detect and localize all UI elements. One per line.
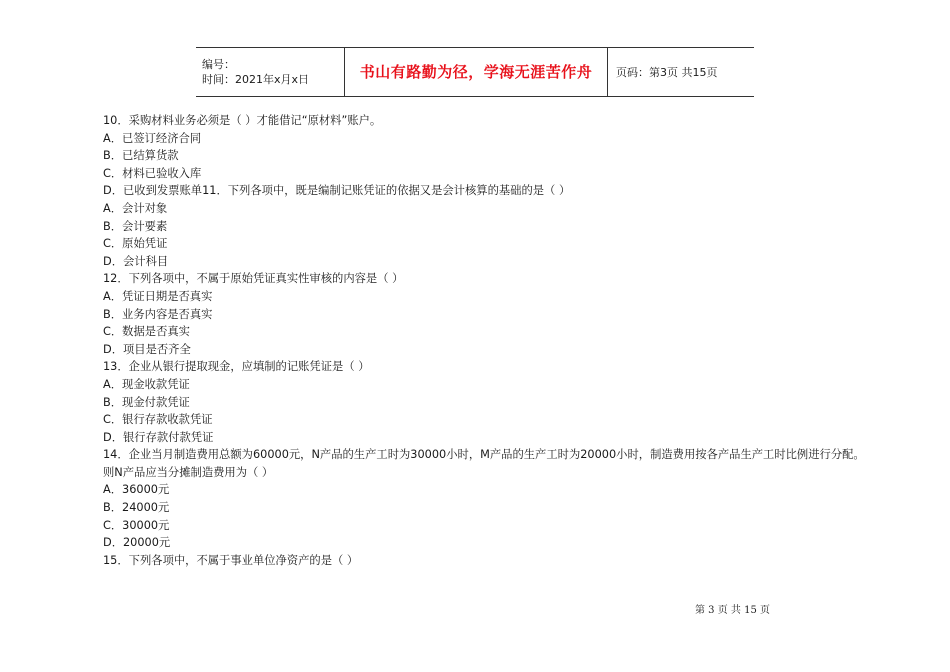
question-line: 13．企业从银行提取现金，应填制的记账凭证是（ ） <box>103 360 370 374</box>
motto-text: 书山有路勤为径，学海无涯苦作舟 <box>359 62 593 81</box>
time-label: 时间：2021年x月x日 <box>202 73 310 86</box>
question-line: C．银行存款收款凭证 <box>103 413 213 427</box>
question-line: B．会计要素 <box>103 219 168 233</box>
number-label: 编号： <box>202 58 235 71</box>
question-line: D．会计科目 <box>103 254 169 268</box>
question-line: 10．采购材料业务必须是（ ）才能借记“原材料”账户。 <box>103 114 382 127</box>
question-line: 14．企业当月制造费用总额为60000元，N产品的生产工时为30000小时，M产品的生产工时为20000小时，制造费用按各产品生产工时比例进行分配。则N产品应当分摊制造费用为（ ） <box>103 448 865 479</box>
page-code: 页码：第3页 共15页 <box>616 65 718 79</box>
question-line: A．现金收款凭证 <box>103 377 190 391</box>
question-line: C．数据是否真实 <box>103 325 190 339</box>
question-line: A．会计对象 <box>103 201 168 215</box>
question-line: 12．下列各项中，不属于原始凭证真实性审核的内容是（ ） <box>103 272 404 286</box>
question-line: D．20000元 <box>103 536 171 550</box>
question-line: B．24000元 <box>103 501 170 515</box>
page-header <box>196 47 754 97</box>
header-info-cell <box>196 48 345 96</box>
header-page-cell <box>608 48 754 96</box>
page-footer: 第 3 页 共 15 页 <box>695 605 770 616</box>
question-line: B．业务内容是否真实 <box>103 307 213 321</box>
question-line: D．项目是否齐全 <box>103 342 191 356</box>
question-line: D．已收到发票账单11．下列各项中，既是编制记账凭证的依据又是会计核算的基础的是（ ） <box>103 184 571 198</box>
question-line: A．36000元 <box>103 483 170 497</box>
question-line: D．银行存款付款凭证 <box>103 430 214 444</box>
question-line: B．现金付款凭证 <box>103 395 190 409</box>
question-line: A．已签订经济合同 <box>103 131 202 145</box>
question-line: B．已结算货款 <box>103 149 179 163</box>
question-line: C．材料已验收入库 <box>103 166 202 180</box>
header-motto-cell <box>345 48 608 96</box>
question-line: C．原始凭证 <box>103 237 168 251</box>
question-line: 15．下列各项中，不属于事业单位净资产的是（ ） <box>103 553 359 567</box>
question-list <box>103 112 873 569</box>
question-line: C．30000元 <box>103 518 170 532</box>
question-line: A．凭证日期是否真实 <box>103 289 213 303</box>
